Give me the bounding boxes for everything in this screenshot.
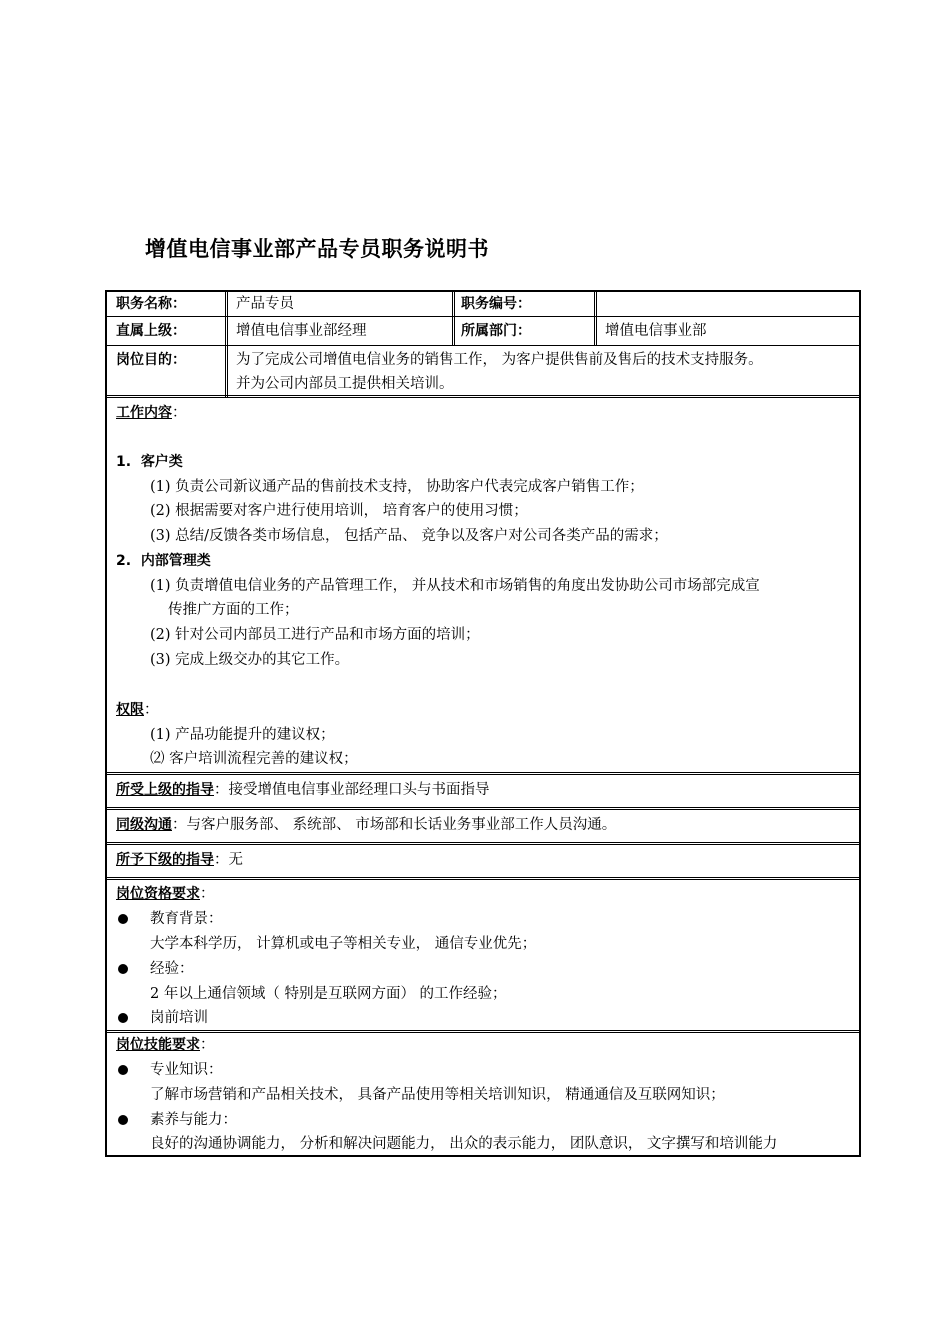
job-code-label: 职务编号： <box>461 296 531 312</box>
list-item: ⑵ 客户培训流程完善的建议权； <box>150 751 358 767</box>
list-item: (3) 完成上级交办的其它工作。 <box>150 652 350 668</box>
document-title: 增值电信事业部产品专员职务说明书 <box>145 237 489 261</box>
skill-detail: 了解市场营销和产品相关技术， 具备产品使用等相关培训知识， 精通通信及互联网知识； <box>150 1087 725 1103</box>
qualification-label: 教育背景： <box>150 911 223 927</box>
list-item: (2) 针对公司内部员工进行产品和市场方面的培训； <box>150 627 480 643</box>
list-item: (1) 负责增值电信业务的产品管理工作， 并从技术和市场销售的角度出发协助公司市场部完成宣 <box>150 578 760 594</box>
row-divider <box>107 807 859 810</box>
skill-label: 专业知识： <box>150 1062 223 1078</box>
department-value: 增值电信事业部 <box>605 323 707 339</box>
section-title-internal: 2. 内部管理类 <box>116 553 211 569</box>
job-name-label: 职务名称： <box>116 296 186 312</box>
guidance-to-subordinate: 所予下级的指导：无 <box>116 852 243 868</box>
row-divider <box>107 772 859 775</box>
purpose-line: 为了完成公司增值电信业务的销售工作， 为客户提供售前及售后的技术支持服务。 <box>236 352 763 368</box>
row-divider <box>107 842 859 845</box>
qualification-detail: 2 年以上通信领域（ 特别是互联网方面） 的工作经验； <box>150 986 507 1002</box>
qualification-detail: 大学本科学历， 计算机或电子等相关专业， 通信专业优先； <box>150 936 537 952</box>
row-divider <box>107 1030 859 1033</box>
list-item: (1) 负责公司新议通产品的售前技术支持， 协助客户代表完成客户销售工作； <box>150 479 644 495</box>
row-divider <box>107 395 859 398</box>
skill-label: 素养与能力： <box>150 1112 237 1128</box>
list-item-continuation: 传推广方面的工作； <box>168 602 299 618</box>
row-divider <box>107 877 859 880</box>
row-divider <box>107 316 859 317</box>
superior-label: 直属上级： <box>116 323 186 339</box>
bullet-icon <box>118 1115 128 1125</box>
skills-heading: 岗位技能要求： <box>116 1037 215 1053</box>
bullet-icon <box>118 1013 128 1023</box>
guidance-from-superior: 所受上级的指导：接受增值电信事业部经理口头与书面指导 <box>116 782 490 798</box>
bullet-icon <box>118 964 128 974</box>
purpose-line: 并为公司内部员工提供相关培训。 <box>236 376 454 392</box>
section-title-customer: 1. 客户类 <box>116 454 183 470</box>
col-divider <box>452 292 455 346</box>
list-item: (1) 产品功能提升的建议权； <box>150 727 335 743</box>
bullet-icon <box>118 914 128 924</box>
skill-detail: 良好的沟通协调能力， 分析和解决问题能力， 出众的表示能力， 团队意识， 文字撰写和培训能力 <box>150 1136 778 1152</box>
job-description-table <box>105 290 861 1157</box>
job-name-value: 产品专员 <box>236 296 294 312</box>
purpose-label: 岗位目的： <box>116 352 186 368</box>
list-item: (2) 根据需要对客户进行使用培训， 培育客户的使用习惯； <box>150 503 528 519</box>
col-divider <box>594 292 597 346</box>
peer-communication: 同级沟通：与客户服务部、 系统部、 市场部和长话业务事业部工作人员沟通。 <box>116 817 617 833</box>
qualification-label: 经验： <box>150 961 194 977</box>
qualification-label: 岗前培训 <box>150 1010 208 1026</box>
work-content-heading: 工作内容： <box>116 405 187 421</box>
department-label: 所属部门： <box>461 323 531 339</box>
list-item: (3) 总结/反馈各类市场信息， 包括产品、 竞争以及客户对公司各类产品的需求； <box>150 528 668 544</box>
bullet-icon <box>118 1065 128 1075</box>
superior-value: 增值电信事业部经理 <box>236 323 367 339</box>
row-divider <box>107 345 859 346</box>
qualifications-heading: 岗位资格要求： <box>116 886 215 902</box>
col-divider <box>225 292 228 398</box>
authority-heading: 权限： <box>116 702 159 718</box>
